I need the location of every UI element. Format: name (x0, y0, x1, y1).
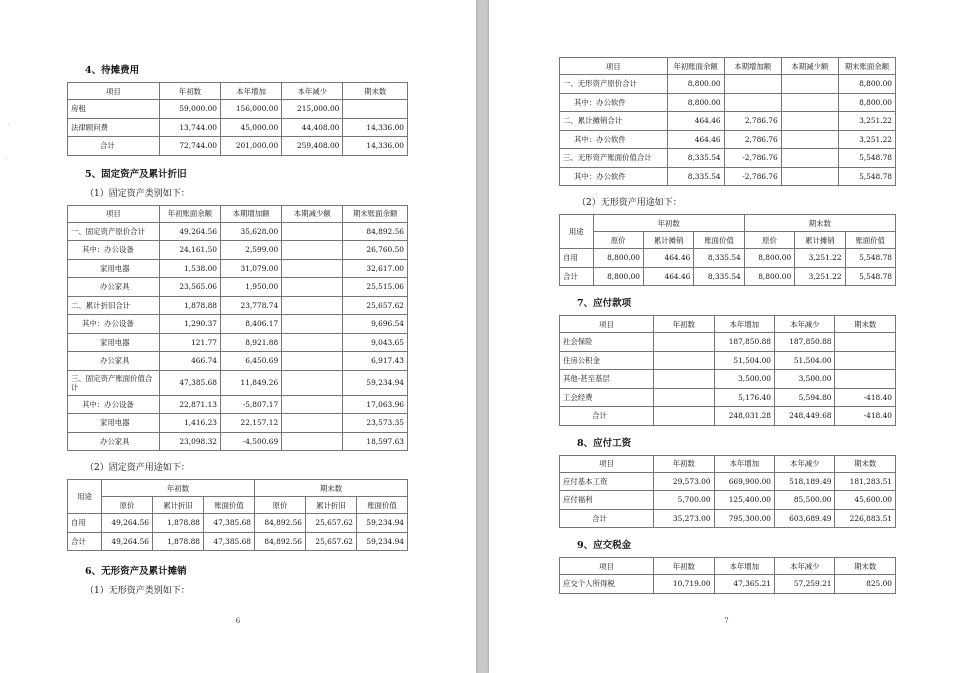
cell-value (835, 370, 896, 389)
row-label: 合计 (560, 267, 594, 286)
cell-value: 29,573.00 (654, 472, 714, 491)
cell-value: 23,778.74 (220, 296, 281, 315)
cell-value (282, 296, 343, 315)
row-label: 一、固定资产原价合计 (68, 222, 160, 241)
page-6 (0, 0, 476, 673)
cell-value: 25,515.06 (343, 278, 408, 297)
table-row (560, 267, 896, 286)
cell-value: 17,063.96 (343, 395, 408, 414)
cell-value: 8,800.00 (838, 93, 895, 112)
cell-value: 85,500.00 (775, 491, 835, 510)
cell-value: 201,000.00 (220, 137, 281, 156)
cell-value: 181,283.51 (835, 472, 896, 491)
cell-value: 3,251.22 (838, 130, 895, 149)
column-header: 原价 (744, 232, 794, 249)
column-header: 本期增加额 (724, 58, 781, 75)
cell-value (282, 241, 343, 260)
cell-value: 1,878.88 (153, 514, 204, 533)
row-label: 其他-甚至基层 (560, 370, 654, 389)
cell-value: 1,416.23 (159, 414, 220, 433)
cell-value: 1,290.37 (159, 315, 220, 334)
table-row (68, 222, 408, 241)
cell-value: 2,786.76 (724, 130, 781, 149)
cell-value: 57,259.21 (775, 575, 835, 594)
cell-value (654, 351, 714, 370)
column-header: 本年减少 (282, 83, 343, 100)
column-header: 累计摊销 (795, 232, 845, 249)
row-label: 二、累计折旧合计 (68, 296, 160, 315)
table-row (68, 259, 408, 278)
row-label: 其中：办公设备 (68, 241, 160, 260)
section-title: 4、待摊费用 (85, 65, 140, 76)
column-header: 账面价值 (694, 232, 744, 249)
cell-value: 8,800.00 (838, 75, 895, 94)
cell-value: 45,600.00 (835, 491, 896, 510)
cell-value: 259,408.00 (282, 137, 343, 156)
page-7-content (559, 57, 896, 594)
row-label: 其中：办公软件 (560, 93, 668, 112)
cell-value: 49,264.56 (102, 514, 153, 533)
fixed-assets-table (67, 205, 408, 452)
table-row (68, 333, 408, 352)
fixed-assets-usage-table (67, 479, 408, 551)
cell-value: 25,657.62 (306, 532, 357, 551)
cell-value: 2,786.76 (724, 112, 781, 131)
cell-value: 248,031.28 (714, 407, 774, 426)
cell-value: 187,850.88 (714, 333, 774, 352)
cell-value: 25,657.62 (343, 296, 408, 315)
row-label: 三、固定资产账面价值合计 (68, 370, 160, 395)
cell-value: 49,264.56 (102, 532, 153, 551)
table-row (560, 167, 896, 186)
cell-value: 464.46 (643, 267, 693, 286)
margin-mark: · (5, 156, 7, 163)
column-header: 期末数 (835, 316, 896, 333)
column-header: 本期减少额 (282, 205, 343, 222)
cell-value: 44,408.00 (282, 118, 343, 137)
table-row (560, 351, 896, 370)
table-row (68, 395, 408, 414)
table-row (68, 370, 408, 395)
cell-value: 5,176.40 (714, 388, 774, 407)
column-header: 本年增加 (220, 83, 281, 100)
column-header: 累计摊销 (643, 232, 693, 249)
column-header: 项目 (560, 58, 668, 75)
cell-value: 464.46 (667, 112, 724, 131)
cell-value: 9,696.54 (343, 315, 408, 334)
cell-value: 464.46 (667, 130, 724, 149)
table-row (560, 491, 896, 510)
column-header: 期末数 (835, 558, 896, 575)
cell-value: 9,043.65 (343, 333, 408, 352)
cell-value: 23,098.32 (159, 432, 220, 451)
cell-value: 59,234.94 (343, 370, 408, 395)
table-row (560, 112, 896, 131)
cell-value: 47,365.21 (714, 575, 774, 594)
table-row (560, 75, 896, 94)
cell-value: 8,800.00 (667, 75, 724, 94)
intangible-assets-usage-table (559, 214, 896, 286)
cell-value: 464.46 (643, 249, 693, 268)
table-row (68, 296, 408, 315)
cell-value (781, 149, 838, 168)
table-row (68, 414, 408, 433)
table-row (68, 315, 408, 334)
cell-value (781, 167, 838, 186)
cell-value: 59,234.94 (357, 514, 408, 533)
cell-value (781, 93, 838, 112)
table-row (560, 370, 896, 389)
row-label: 其中：办公软件 (560, 167, 668, 186)
cell-value: 31,079.00 (220, 259, 281, 278)
table-row (560, 149, 896, 168)
cell-value: 22,871.13 (159, 395, 220, 414)
cell-value: 25,657.62 (306, 514, 357, 533)
cell-value: 8,800.00 (593, 267, 643, 286)
column-header: 本年增加 (714, 316, 774, 333)
cell-value: 3,500.00 (775, 370, 835, 389)
row-label: 办公家具 (68, 352, 160, 371)
cell-value: 1,950.00 (220, 278, 281, 297)
cell-value (835, 333, 896, 352)
cell-value: 49,264.56 (159, 222, 220, 241)
cell-value: 603,689.49 (775, 509, 835, 528)
cell-value: 8,406.17 (220, 315, 281, 334)
cell-value: 11,849.26 (220, 370, 281, 395)
cell-value: 84,892.56 (255, 514, 306, 533)
column-header: 期末数 (835, 455, 896, 472)
column-header: 本年减少 (775, 316, 835, 333)
column-header: 年初数 (654, 558, 714, 575)
cell-value (724, 75, 781, 94)
cell-value (835, 351, 896, 370)
row-label: 合计 (68, 532, 102, 551)
cell-value: 187,850.88 (775, 333, 835, 352)
cell-value: -4,500.69 (220, 432, 281, 451)
column-header: 本年减少 (775, 455, 835, 472)
cell-value: 8,800.00 (744, 267, 794, 286)
column-header: 账面价值 (204, 497, 255, 514)
table-row (68, 432, 408, 451)
column-header: 用途 (68, 480, 102, 514)
cell-value: 825.00 (835, 575, 896, 594)
cell-value (282, 315, 343, 334)
cell-value (654, 407, 714, 426)
row-label: 其中：办公设备 (68, 395, 160, 414)
cell-value (654, 333, 714, 352)
row-label: 办公家具 (68, 278, 160, 297)
cell-value: 32,617.00 (343, 259, 408, 278)
column-header: 项目 (68, 205, 160, 222)
row-label: 法律顾问费 (68, 118, 160, 137)
column-group-header: 年初数 (593, 215, 744, 232)
cell-value: 6,917.43 (343, 352, 408, 371)
column-header: 项目 (560, 558, 654, 575)
cell-value (282, 333, 343, 352)
row-label: 合计 (68, 137, 160, 156)
cell-value: 3,251.22 (838, 112, 895, 131)
cell-value (781, 112, 838, 131)
cell-value: -418.40 (835, 407, 896, 426)
cell-value: 22,157.12 (220, 414, 281, 433)
margin-mark: · (8, 122, 10, 129)
cell-value (654, 388, 714, 407)
column-header: 累计折旧 (306, 497, 357, 514)
row-label: 家用电器 (68, 333, 160, 352)
cell-value: 23,565.06 (159, 278, 220, 297)
page-7 (489, 0, 964, 673)
column-header: 年初账面余额 (159, 205, 220, 222)
cell-value: 5,548.78 (838, 167, 895, 186)
column-header: 账面价值 (357, 497, 408, 514)
cell-value: -5,807.17 (220, 395, 281, 414)
cell-value: 1,878.88 (153, 532, 204, 551)
sub-title: （2）固定资产用途如下： (85, 463, 190, 473)
cell-value: 84,892.56 (255, 532, 306, 551)
cell-value: 156,000.00 (220, 100, 281, 119)
cell-value (282, 370, 343, 395)
cell-value: 125,400.00 (714, 491, 774, 510)
column-header: 用途 (560, 215, 594, 249)
cell-value: 8,921.88 (220, 333, 281, 352)
column-group-header: 期末数 (255, 480, 408, 497)
column-header: 原价 (102, 497, 153, 514)
column-header: 项目 (68, 83, 160, 100)
cell-value: 3,251.22 (795, 249, 845, 268)
column-header: 累计折旧 (153, 497, 204, 514)
cell-value: 3,500.00 (714, 370, 774, 389)
cell-value: 14,336.00 (343, 137, 408, 156)
cell-value (781, 75, 838, 94)
row-label: 房租 (68, 100, 160, 119)
cell-value: -2,786.76 (724, 167, 781, 186)
table-row (560, 388, 896, 407)
cell-value (282, 395, 343, 414)
cell-value (343, 100, 408, 119)
cell-value: 226,883.51 (835, 509, 896, 528)
cell-value: 1,878.88 (159, 296, 220, 315)
cell-value: 45,000.00 (220, 118, 281, 137)
cell-value: 59,000.00 (159, 100, 220, 119)
row-label: 三、无形资产账面价值合计 (560, 149, 668, 168)
column-header: 原价 (593, 232, 643, 249)
cell-value (282, 414, 343, 433)
column-header: 年初数 (159, 83, 220, 100)
column-header: 原价 (255, 497, 306, 514)
row-label: 合计 (560, 509, 654, 528)
cell-value (654, 370, 714, 389)
wages-payable-table (559, 455, 896, 529)
section-title: 7、应付款项 (577, 298, 632, 309)
column-group-header: 期末数 (744, 215, 895, 232)
row-label: 家用电器 (68, 414, 160, 433)
cell-value: 8,800.00 (744, 249, 794, 268)
cell-value: 5,594.80 (775, 388, 835, 407)
column-header: 项目 (560, 455, 654, 472)
row-label: 自用 (560, 249, 594, 268)
table-row (68, 100, 408, 119)
row-label: 合计 (560, 407, 654, 426)
cell-value: 466.74 (159, 352, 220, 371)
row-label: 一、无形资产原价合计 (560, 75, 668, 94)
cell-value: 5,548.78 (845, 267, 895, 286)
cell-value: 35,273.00 (654, 509, 714, 528)
cell-value: 84,892.56 (343, 222, 408, 241)
row-label: 应付基本工资 (560, 472, 654, 491)
cell-value: 5,548.78 (845, 249, 895, 268)
table-row (560, 130, 896, 149)
cell-value: 795,300.00 (714, 509, 774, 528)
payables-table (559, 315, 896, 426)
table-row (68, 514, 408, 533)
row-label: 二、累计摊销合计 (560, 112, 668, 131)
cell-value: 59,234.94 (357, 532, 408, 551)
cell-value: 13,744.00 (159, 118, 220, 137)
table-row (560, 249, 896, 268)
table-row (68, 118, 408, 137)
cell-value: 8,335.54 (694, 249, 744, 268)
sub-title: （1）无形资产类别如下： (85, 586, 190, 596)
table-row (68, 532, 408, 551)
cell-value: -418.40 (835, 388, 896, 407)
cell-value: 47,385.68 (204, 514, 255, 533)
row-label: 办公家具 (68, 432, 160, 451)
cell-value: 47,385.68 (159, 370, 220, 395)
cell-value: 23,573.35 (343, 414, 408, 433)
column-header: 本期增加额 (220, 205, 281, 222)
cell-value: 18,597.63 (343, 432, 408, 451)
column-header: 年初账面余额 (667, 58, 724, 75)
column-header: 项目 (560, 316, 654, 333)
table-row (68, 278, 408, 297)
table-row (560, 407, 896, 426)
cell-value (282, 259, 343, 278)
cell-value: 26,760.50 (343, 241, 408, 260)
cell-value: 8,800.00 (667, 93, 724, 112)
cell-value: 1,538.00 (159, 259, 220, 278)
column-group-header: 年初数 (102, 480, 255, 497)
cell-value: 8,335.54 (667, 167, 724, 186)
sub-title: （2）无形资产用途如下： (577, 198, 682, 208)
section-title: 5、固定资产及累计折旧 (85, 168, 187, 180)
row-label: 家用电器 (68, 259, 160, 278)
row-label: 住房公积金 (560, 351, 654, 370)
cell-value (282, 432, 343, 451)
cell-value (781, 130, 838, 149)
column-header: 年初数 (654, 455, 714, 472)
table-row (68, 137, 408, 156)
cell-value: 121.77 (159, 333, 220, 352)
column-header: 期末数 (343, 83, 408, 100)
cell-value: 35,628.00 (220, 222, 281, 241)
section-title: 6、无形资产及累计摊销 (85, 566, 187, 577)
row-label: 应付福利 (560, 491, 654, 510)
table-row (560, 509, 896, 528)
table-row (68, 241, 408, 260)
row-label: 自用 (68, 514, 102, 533)
page-number: 7 (724, 617, 729, 625)
row-label: 其中：办公设备 (68, 315, 160, 334)
cell-value: 47,385.68 (204, 532, 255, 551)
table-row (560, 93, 896, 112)
column-header: 本年增加 (714, 455, 774, 472)
column-header: 期末账面余额 (343, 205, 408, 222)
prepaid-expenses-table (67, 82, 408, 156)
cell-value: 8,335.54 (694, 267, 744, 286)
column-header: 本期减少额 (781, 58, 838, 75)
column-header: 本年减少 (775, 558, 835, 575)
cell-value: -2,786.76 (724, 149, 781, 168)
page-number: 6 (235, 617, 241, 625)
taxes-payable-table (559, 557, 896, 594)
cell-value: 518,189.49 (775, 472, 835, 491)
column-header: 本年增加 (714, 558, 774, 575)
cell-value (724, 93, 781, 112)
cell-value (282, 278, 343, 297)
column-header: 账面价值 (845, 232, 895, 249)
row-label: 社会保险 (560, 333, 654, 352)
table-row (560, 575, 896, 594)
row-label: 应交个人所得税 (560, 575, 654, 594)
cell-value: 8,335.54 (667, 149, 724, 168)
cell-value: 5,700.00 (654, 491, 714, 510)
table-row (560, 472, 896, 491)
column-header: 期末账面余额 (838, 58, 895, 75)
table-row (68, 352, 408, 371)
page-6-content (67, 55, 408, 602)
intangible-assets-table (559, 57, 896, 186)
row-label: 其中：办公软件 (560, 130, 668, 149)
cell-value: 14,336.00 (343, 118, 408, 137)
table-row (560, 333, 896, 352)
cell-value: 72,744.00 (159, 137, 220, 156)
cell-value: 51,504.00 (714, 351, 774, 370)
cell-value (282, 222, 343, 241)
cell-value: 10,719.00 (654, 575, 714, 594)
cell-value: 24,161.50 (159, 241, 220, 260)
cell-value: 51,504.00 (775, 351, 835, 370)
row-label: 工会经费 (560, 388, 654, 407)
cell-value: 3,251.22 (795, 267, 845, 286)
sub-title: （1）固定资产类别如下： (85, 188, 190, 199)
cell-value: 8,800.00 (593, 249, 643, 268)
cell-value: 215,000.00 (282, 100, 343, 119)
cell-value: 248,449.68 (775, 407, 835, 426)
section-title: 9、应交税金 (577, 540, 632, 551)
column-header: 年初数 (654, 316, 714, 333)
cell-value: 6,450.69 (220, 352, 281, 371)
cell-value (282, 352, 343, 371)
cell-value: 5,548.78 (838, 149, 895, 168)
section-title: 8、应付工资 (577, 437, 632, 449)
cell-value: 669,900.00 (714, 472, 774, 491)
cell-value: 2,599.00 (220, 241, 281, 260)
